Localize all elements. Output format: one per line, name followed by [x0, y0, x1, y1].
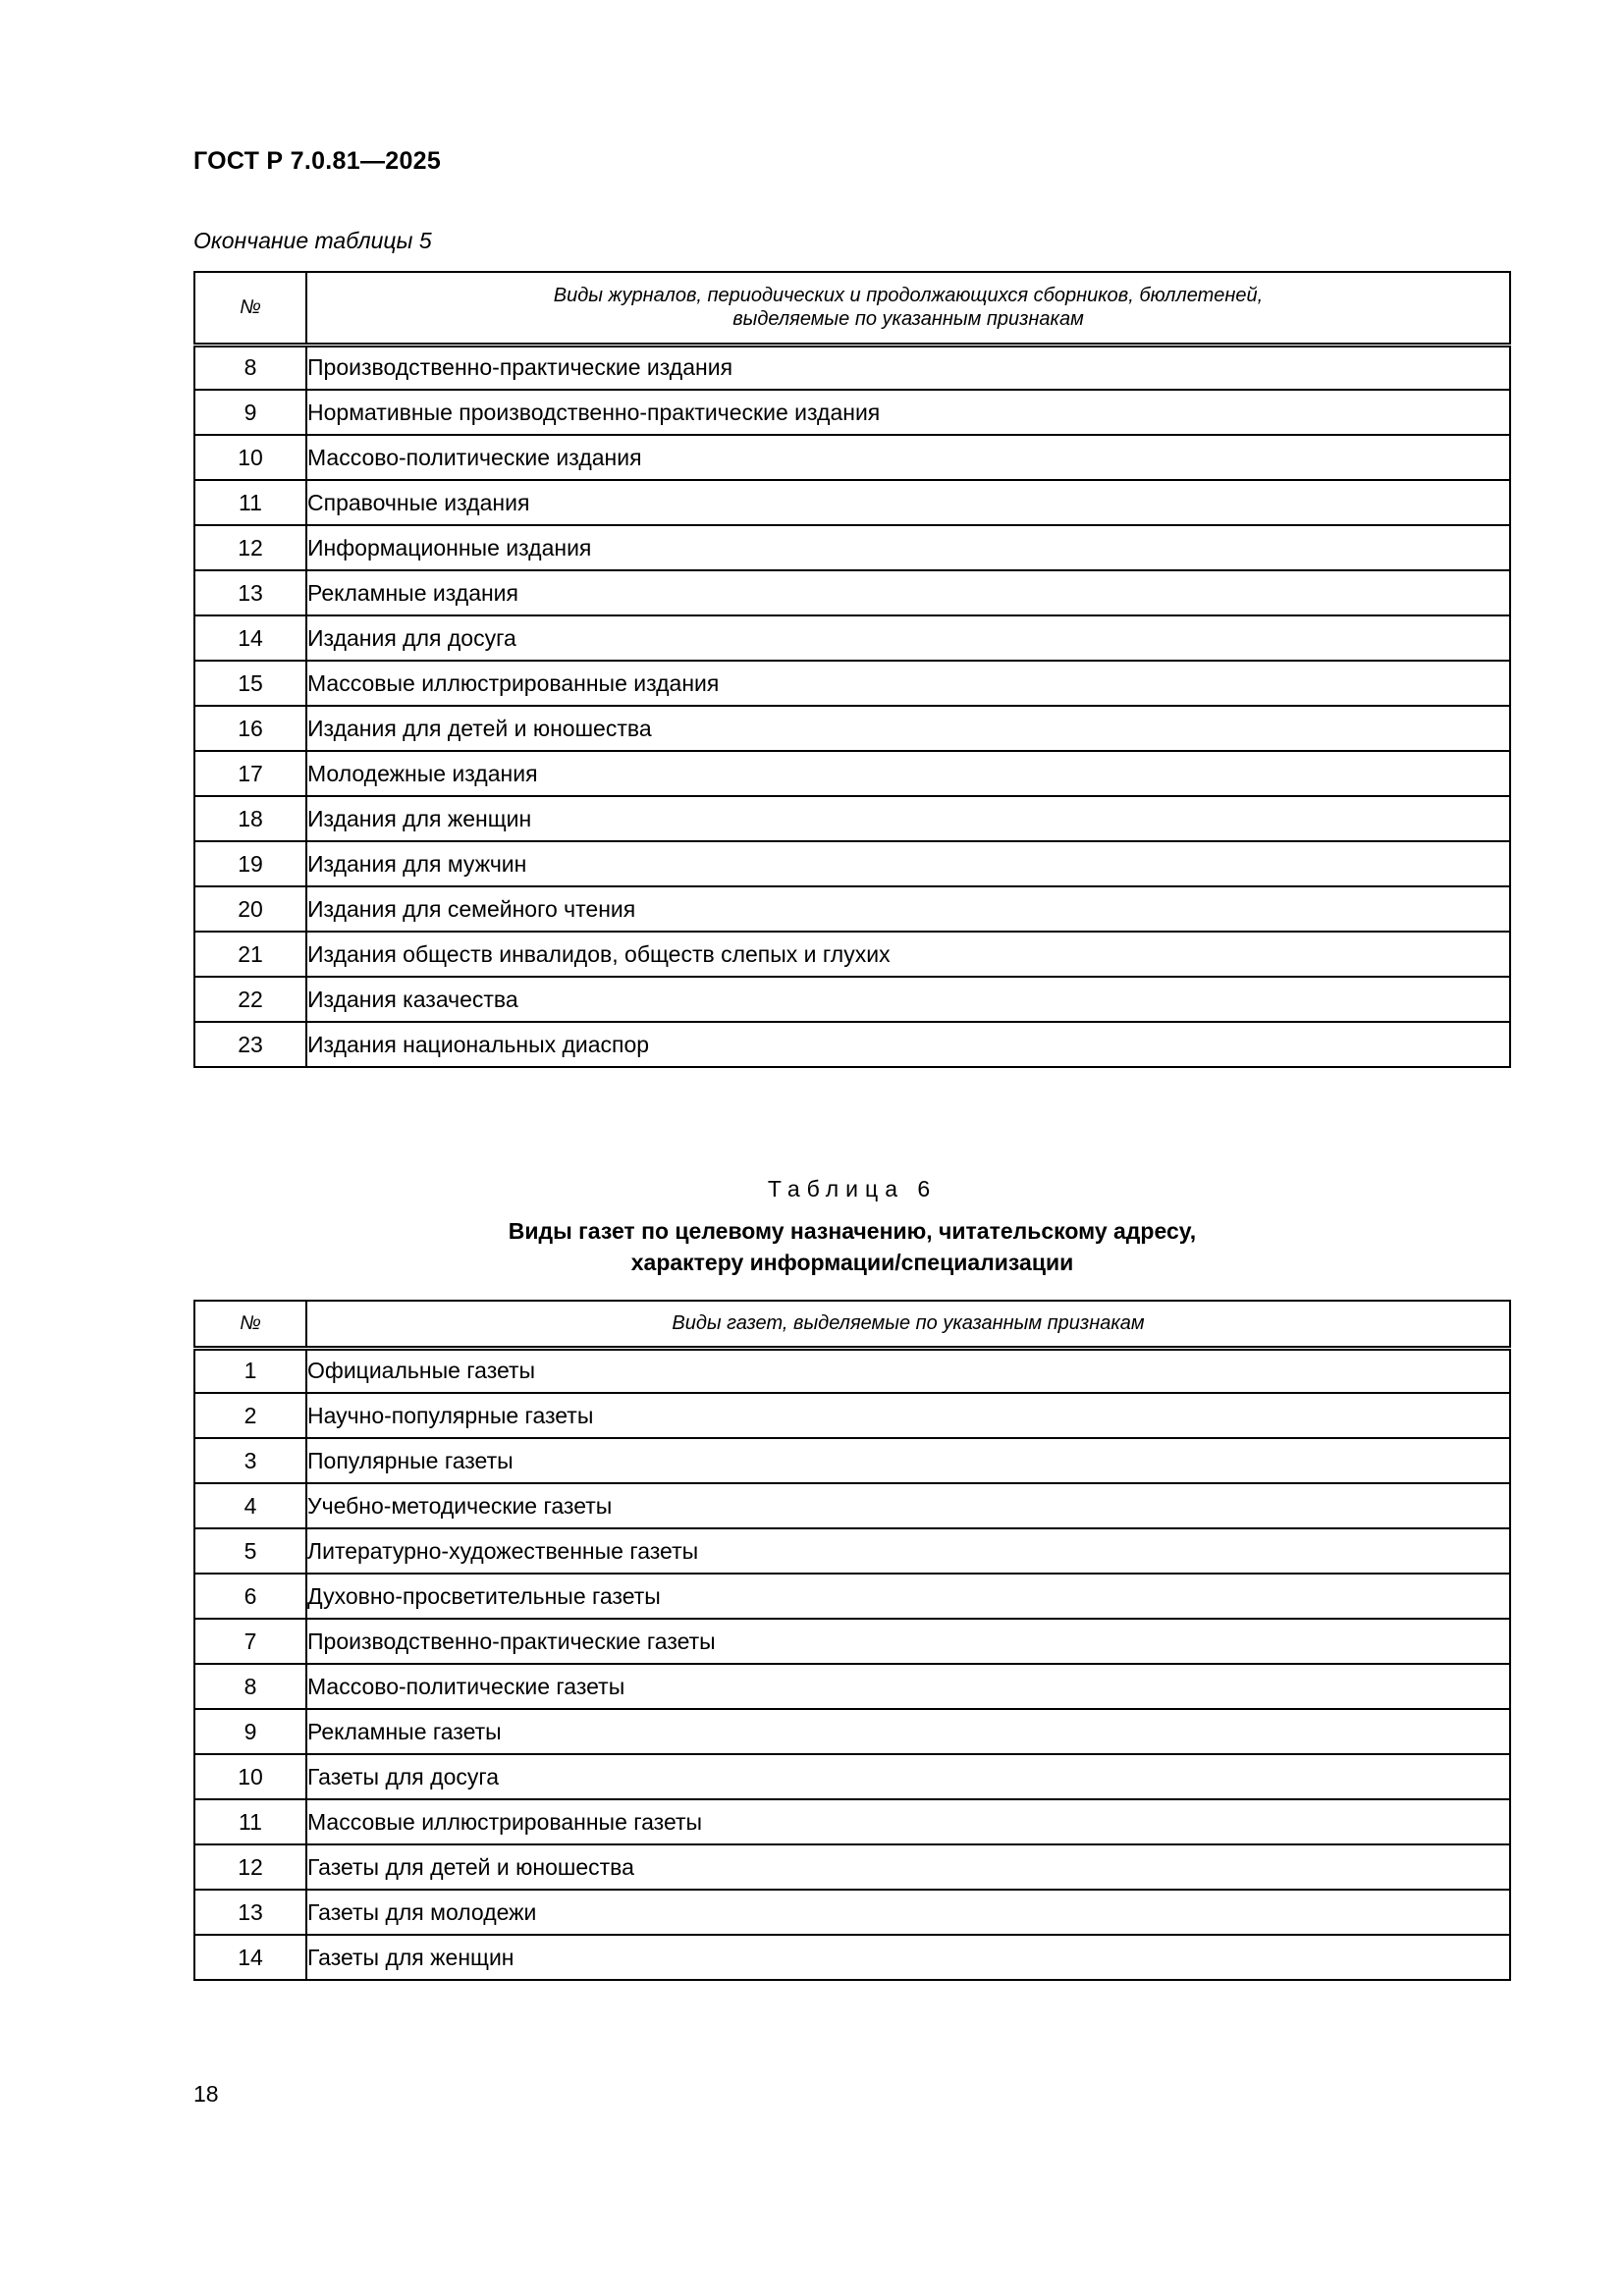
row-number: 11 [194, 1799, 306, 1844]
table-row [194, 1483, 1510, 1528]
row-number: 12 [194, 525, 306, 570]
table-5-body [194, 345, 1510, 1067]
row-kind-name: Учебно-методические газеты [306, 1483, 1510, 1528]
row-kind-name: Массовые иллюстрированные издания [306, 661, 1510, 706]
table-6-title: Виды газет по целевому назначению, читательскому адресу, характеру информации/специализации [508, 1218, 1197, 1275]
row-kind-name: Издания для детей и юношества [306, 706, 1510, 751]
row-number: 9 [194, 390, 306, 435]
column-header-kinds: Виды журналов, периодических и продолжающихся сборников, бюллетеней, выделяемые по указанным признакам [306, 272, 1510, 345]
row-number: 7 [194, 1619, 306, 1664]
row-number: 21 [194, 932, 306, 977]
row-number: 10 [194, 435, 306, 480]
table-row [194, 1844, 1510, 1890]
row-number: 8 [194, 345, 306, 390]
row-number: 22 [194, 977, 306, 1022]
row-number: 14 [194, 1935, 306, 1980]
table-row [194, 1664, 1510, 1709]
table-6-header-row [194, 1301, 1510, 1348]
row-kind-name: Массово-политические издания [306, 435, 1510, 480]
column-header-kinds: Виды газет, выделяемые по указанным признакам [306, 1301, 1510, 1348]
page-number: 18 [193, 2081, 219, 2107]
row-kind-name: Массово-политические газеты [306, 1664, 1510, 1709]
table-row [194, 796, 1510, 841]
row-kind-name: Справочные издания [306, 480, 1510, 525]
table-row [194, 1574, 1510, 1619]
row-number: 16 [194, 706, 306, 751]
row-number: 13 [194, 1890, 306, 1935]
row-kind-name: Издания для досуга [306, 615, 1510, 661]
row-number: 6 [194, 1574, 306, 1619]
row-number: 8 [194, 1664, 306, 1709]
row-number: 20 [194, 886, 306, 932]
row-kind-name: Информационные издания [306, 525, 1510, 570]
row-number: 17 [194, 751, 306, 796]
row-number: 14 [194, 615, 306, 661]
table-row [194, 886, 1510, 932]
row-number: 3 [194, 1438, 306, 1483]
row-kind-name: Производственно-практические издания [306, 345, 1510, 390]
table-row [194, 1890, 1510, 1935]
table-5-header-row [194, 272, 1510, 345]
table-row [194, 706, 1510, 751]
table-row [194, 390, 1510, 435]
table-row [194, 841, 1510, 886]
row-kind-name: Издания национальных диаспор [306, 1022, 1510, 1067]
row-number: 1 [194, 1348, 306, 1393]
table-row [194, 435, 1510, 480]
row-number: 19 [194, 841, 306, 886]
row-number: 2 [194, 1393, 306, 1438]
table-row [194, 1393, 1510, 1438]
table-6 [193, 1300, 1511, 1981]
table-row [194, 1348, 1510, 1393]
row-number: 4 [194, 1483, 306, 1528]
column-header-number: № [194, 272, 306, 345]
row-number: 10 [194, 1754, 306, 1799]
table-5 [193, 271, 1511, 1068]
row-number: 11 [194, 480, 306, 525]
row-number: 15 [194, 661, 306, 706]
row-kind-name: Газеты для детей и юношества [306, 1844, 1510, 1890]
table-row [194, 1528, 1510, 1574]
table-row [194, 525, 1510, 570]
row-number: 12 [194, 1844, 306, 1890]
table-row [194, 977, 1510, 1022]
row-kind-name: Массовые иллюстрированные газеты [306, 1799, 1510, 1844]
table-row [194, 1935, 1510, 1980]
table-6-body [194, 1348, 1510, 1980]
table-row [194, 1799, 1510, 1844]
row-kind-name: Газеты для молодежи [306, 1890, 1510, 1935]
table-row [194, 615, 1510, 661]
row-kind-name: Рекламные издания [306, 570, 1510, 615]
row-number: 5 [194, 1528, 306, 1574]
column-header-number: № [194, 1301, 306, 1348]
row-kind-name: Официальные газеты [306, 1348, 1510, 1393]
table-row [194, 345, 1510, 390]
row-kind-name: Молодежные издания [306, 751, 1510, 796]
table-row [194, 1709, 1510, 1754]
row-kind-name: Издания обществ инвалидов, обществ слепых и глухих [306, 932, 1510, 977]
row-kind-name: Газеты для досуга [306, 1754, 1510, 1799]
row-number: 18 [194, 796, 306, 841]
table-row [194, 1619, 1510, 1664]
table-row [194, 1022, 1510, 1067]
row-number: 23 [194, 1022, 306, 1067]
row-kind-name: Издания для семейного чтения [306, 886, 1510, 932]
row-kind-name: Научно-популярные газеты [306, 1393, 1510, 1438]
row-kind-name: Издания для мужчин [306, 841, 1510, 886]
row-kind-name: Издания для женщин [306, 796, 1510, 841]
row-kind-name: Литературно-художественные газеты [306, 1528, 1510, 1574]
table-5-continuation-label: Окончание таблицы 5 [193, 228, 432, 253]
document-code: ГОСТ Р 7.0.81—2025 [193, 147, 442, 175]
table-row [194, 1754, 1510, 1799]
row-number: 9 [194, 1709, 306, 1754]
table-row [194, 932, 1510, 977]
table-row [194, 751, 1510, 796]
row-kind-name: Издания казачества [306, 977, 1510, 1022]
row-kind-name: Духовно-просветительные газеты [306, 1574, 1510, 1619]
table-row [194, 480, 1510, 525]
row-number: 13 [194, 570, 306, 615]
table-6-label: Таблица 6 [767, 1176, 938, 1201]
table-row [194, 661, 1510, 706]
row-kind-name: Производственно-практические газеты [306, 1619, 1510, 1664]
row-kind-name: Газеты для женщин [306, 1935, 1510, 1980]
table-row [194, 1438, 1510, 1483]
row-kind-name: Рекламные газеты [306, 1709, 1510, 1754]
row-kind-name: Нормативные производственно-практические издания [306, 390, 1510, 435]
row-kind-name: Популярные газеты [306, 1438, 1510, 1483]
table-row [194, 570, 1510, 615]
